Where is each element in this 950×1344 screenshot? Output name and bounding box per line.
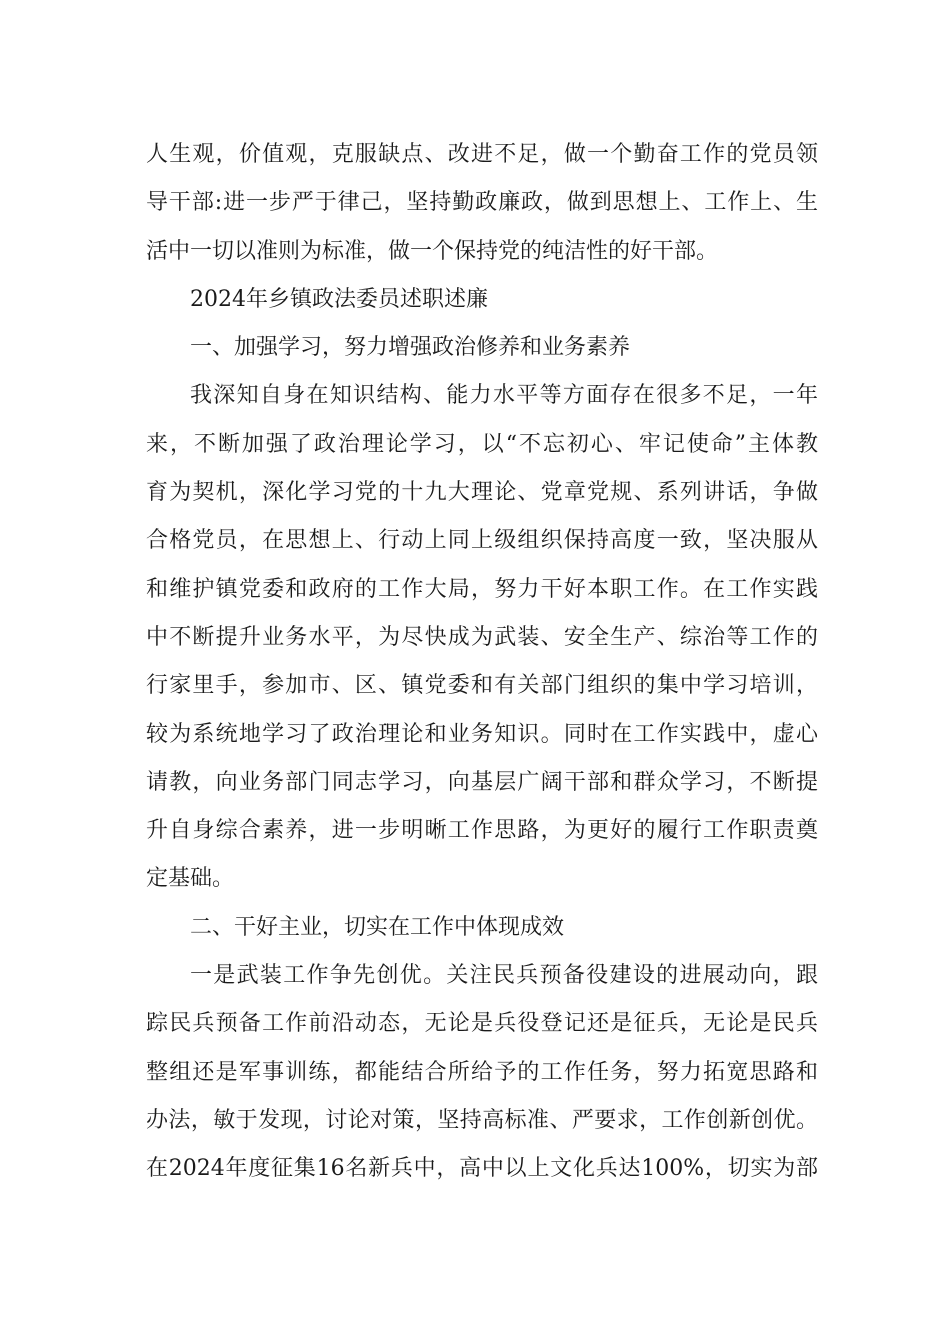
text-line-22: 在2024年度征集16名新兵中，高中以上文化兵达100%，切实为部 <box>146 1156 818 1182</box>
text-line-9: 合格党员，在思想上、行动上同上级组织保持高度一致，坚决服从 <box>146 528 818 554</box>
text-line-13: 较为系统地学习了政治理论和业务知识。同时在工作实践中，虚心 <box>146 721 818 747</box>
text-line-21: 办法，敏于发现，讨论对策，坚持高标准、严要求，工作创新创优。 <box>146 1107 818 1133</box>
heading-two: 二、干好主业，切实在工作中体现成效 <box>190 914 565 940</box>
text-line-19: 踪民兵预备工作前沿动态，无论是兵役登记还是征兵，无论是民兵 <box>146 1011 818 1037</box>
text-line-15: 升自身综合素养，进一步明晰工作思路，为更好的履行工作职责奠 <box>146 818 818 844</box>
text-line-8: 育为契机，深化学习党的十九大理论、党章党规、系列讲话，争做 <box>146 480 818 506</box>
text-line-2: 导干部:进一步严于律己，坚持勤政廉政，做到思想上、工作上、生 <box>146 190 818 216</box>
text-line-16: 定基础。 <box>146 866 235 892</box>
text-line-7: 来，不断加强了政治理论学习，以“不忘初心、牢记使命”主体教 <box>146 431 818 457</box>
text-line-3: 活中一切以准则为标准，做一个保持党的纯洁性的好干部。 <box>146 238 719 264</box>
heading-one: 一、加强学习，努力增强政治修养和业务素养 <box>190 335 631 361</box>
document-body <box>146 131 818 1194</box>
text-line-6: 我深知自身在知识结构、能力水平等方面存在很多不足，一年 <box>190 383 818 409</box>
text-line-20: 整组还是军事训练，都能结合所给予的工作任务，努力拓宽思路和 <box>146 1059 818 1085</box>
text-line-1: 人生观，价值观，克服缺点、改进不足，做一个勤奋工作的党员领 <box>146 142 818 167</box>
text-line-18: 一是武装工作争先创优。关注民兵预备役建设的进展动向，跟 <box>190 963 818 989</box>
text-line-14: 请教，向业务部门同志学习，向基层广阔干部和群众学习，不断提 <box>146 769 818 795</box>
text-line-10: 和维护镇党委和政府的工作大局，努力干好本职工作。在工作实践 <box>146 576 818 602</box>
text-line-11: 中不断提升业务水平，为尽快成为武装、安全生产、综治等工作的 <box>146 624 818 650</box>
text-line-12: 行家里手，参加市、区、镇党委和有关部门组织的集中学习培训， <box>146 673 818 699</box>
section-title: 2024年乡镇政法委员述职述廉 <box>190 286 488 312</box>
